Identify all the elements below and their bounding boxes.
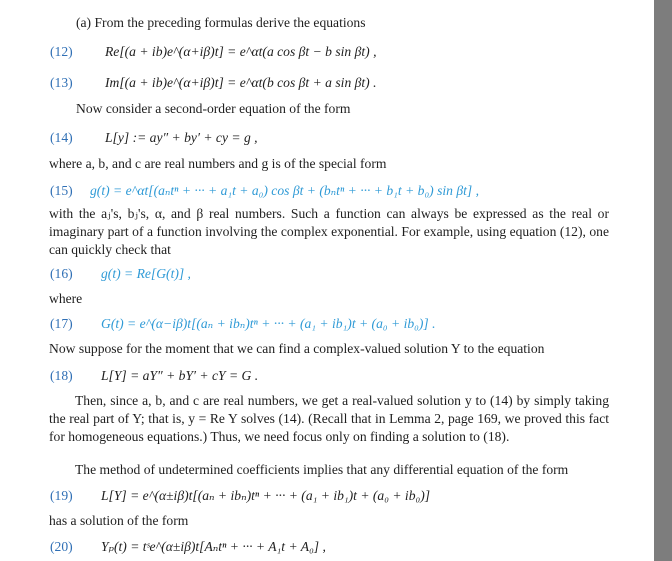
paragraph-then: Then, since a, b, and c are real numbers, we get a real-valued solution y to (14) by simply taking the real part of Y; that is, y = Re Y solves (14). (Recall that in Lemma 2, page 169, we proved this fact for homogeneous equations.) Thus, we need focus only on finding a solution to (18).	[49, 393, 609, 444]
eq13-expression: Im[(a + ib)e^(α+iβ)t] = e^αt(b cos βt + a sin βt) .	[105, 75, 377, 90]
page-edge-bar	[654, 0, 672, 561]
eq12-number: (12)	[50, 44, 73, 59]
consider-line: Now consider a second-order equation of the form	[76, 101, 351, 116]
eq12-expression: Re[(a + ib)e^(α+iβ)t] = e^αt(a cos βt − b sin βt) ,	[105, 44, 377, 59]
eq15-expression: g(t) = e^αt[(aₙtⁿ + ··· + a₁t + a₀) cos βt + (bₙtⁿ + ··· + b₁t + b₀) sin βt] ,	[90, 183, 479, 198]
eq14-number: (14)	[50, 130, 73, 145]
eq19-expression: L[Y] = e^(α±iβ)t[(aₙ + ibₙ)tⁿ + ··· + (a₁ + ib₁)t + (a₀ + ib₀)]	[101, 488, 431, 503]
paragraph-method: The method of undetermined coefficients implies that any differential equation of the form	[75, 462, 569, 477]
where-abc-line: where a, b, and c are real numbers and g is of the special form	[49, 156, 387, 171]
eq18-number: (18)	[50, 368, 73, 383]
has-solution-line: has a solution of the form	[49, 513, 189, 528]
eq19-number: (19)	[50, 488, 73, 503]
eq17-number: (17)	[50, 316, 73, 331]
where-line: where	[49, 291, 83, 306]
eq14-expression: L[y] := ay″ + by′ + cy = g ,	[105, 130, 258, 145]
intro-line: (a) From the preceding formulas derive the equations	[76, 15, 366, 30]
eq18-expression: L[Y] = aY″ + bY′ + cY = G .	[101, 368, 259, 383]
eq17-expression: G(t) = e^(α−iβ)t[(aₙ + ibₙ)tⁿ + ··· + (a₁ + ib₁)t + (a₀ + ib₀)] .	[101, 316, 436, 331]
paragraph-with: with the aⱼ's, bⱼ's, α, and β real numbers. Such a function can always be expressed as the real or imaginary part of a function involving the complex exponential. For example, using equation (12), one can quickly check that	[49, 206, 609, 257]
eq16-expression: g(t) = Re[G(t)] ,	[101, 266, 191, 281]
suppose-line: Now suppose for the moment that we can find a complex-valued solution Y to the equation	[49, 341, 545, 356]
eq16-number: (16)	[50, 266, 73, 281]
eq15-number: (15)	[50, 183, 73, 198]
eq13-number: (13)	[50, 75, 73, 90]
eq20-expression: Yₚ(t) = tˢe^(α±iβ)t[Aₙtⁿ + ··· + A₁t + A₀] ,	[101, 539, 326, 554]
eq20-number: (20)	[50, 539, 73, 554]
